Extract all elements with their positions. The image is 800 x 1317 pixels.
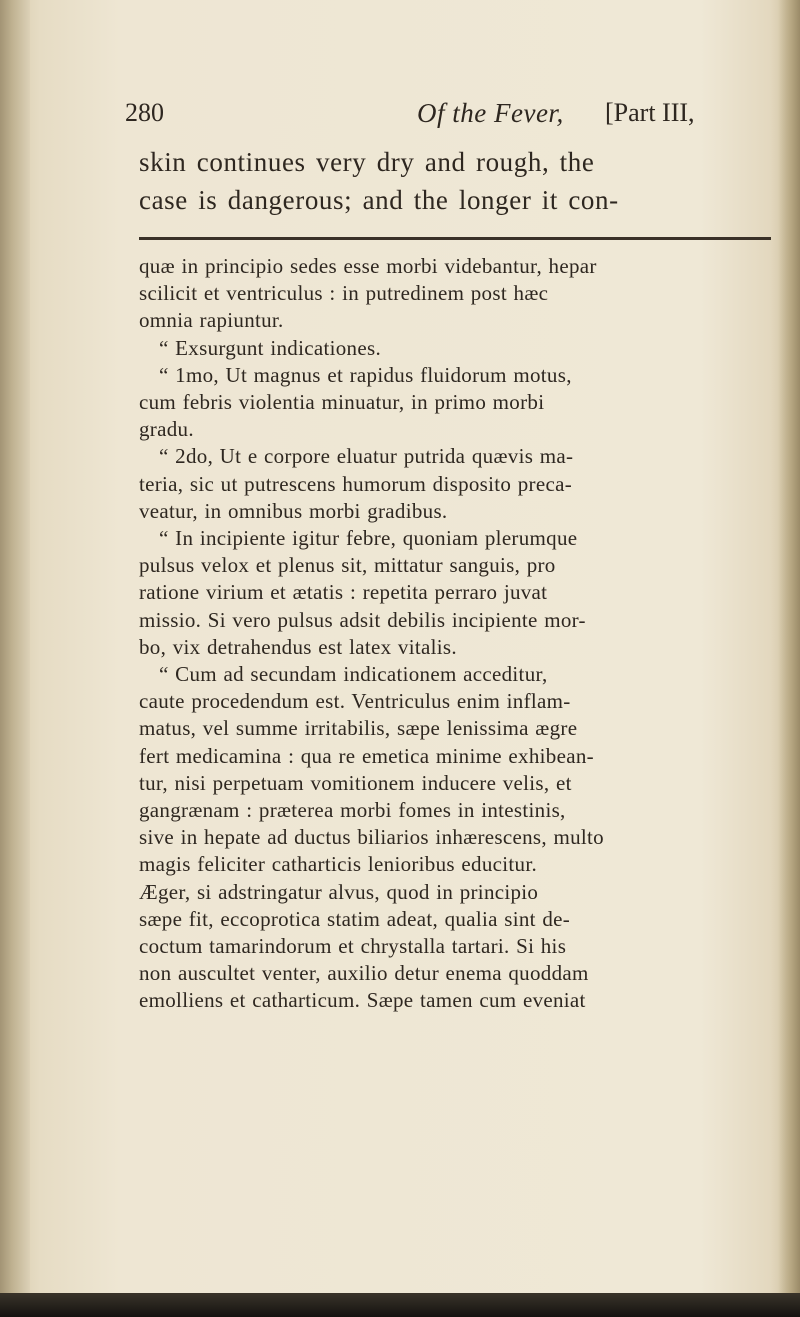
footnote-text-line: gradu. <box>139 417 194 442</box>
footnote-text-line: matus, vel summe irritabilis, sæpe lenissima ægre <box>139 716 578 741</box>
footnote-text-line: cum febris violentia minuatur, in primo morbi <box>139 390 545 415</box>
footnote-text-line: ratione virium et ætatis : repetita perraro juvat <box>139 580 548 605</box>
footnote-quotation-block <box>139 253 779 1015</box>
footnote-text-line: sæpe fit, eccoprotica statim adeat, qualia sint de- <box>139 906 571 931</box>
main-text-line: skin continues very dry and rough, the <box>139 147 595 177</box>
footnote-text-line: caute procedendum est. Ventriculus enim inflam- <box>139 689 571 714</box>
page-gutter-shadow <box>0 0 30 1317</box>
running-head: Of the Fever, <box>417 98 564 128</box>
footnote-text-line: quæ in principio sedes esse morbi videbantur, hepar <box>139 254 597 278</box>
part-label: [Part III, <box>605 98 695 127</box>
footnote-text-line: “ In incipiente igitur febre, quoniam plerumque <box>159 526 578 551</box>
footnote-text-line: Æger, si adstringatur alvus, quod in principio <box>139 879 539 904</box>
footnote-text-line: fert medicamina : qua re emetica minime exhibean- <box>139 743 594 768</box>
footnote-text-line: gangrænam : præterea morbi fomes in intestinis, <box>139 798 566 823</box>
footnote-text-line: “ Exsurgunt indicationes. <box>159 335 381 360</box>
footnote-divider-rule <box>139 237 771 240</box>
footnote-text-line: bo, vix detrahendus est latex vitalis. <box>139 634 457 659</box>
footnote-text-line: missio. Si vero pulsus adsit debilis incipiente mor- <box>139 607 586 632</box>
footnote-text-line: teria, sic ut putrescens humorum disposito preca- <box>139 471 573 496</box>
footnote-text-line: scilicit et ventriculus : in putredinem post hæc <box>139 281 549 306</box>
page-header <box>125 98 730 134</box>
footnote-text-line: non auscultet venter, auxilio detur enema quoddam <box>139 961 589 986</box>
footnote-text-line: coctum tamarindorum et chrystalla tartari. Si his <box>139 934 567 959</box>
footnote-text-line: “ 2do, Ut e corpore eluatur putrida quævis ma- <box>159 444 574 469</box>
footnote-text-line: pulsus velox et plenus sit, mittatur sanguis, pro <box>139 553 556 578</box>
footnote-text-line: “ 1mo, Ut magnus et rapidus fluidorum motus, <box>159 362 572 387</box>
footnote-text-line: omnia rapiuntur. <box>139 308 284 333</box>
page-number: 280 <box>125 98 164 127</box>
main-text-line: case is dangerous; and the longer it con- <box>139 184 619 215</box>
page-edge-shadow <box>778 0 800 1317</box>
scan-bottom-edge <box>0 1293 800 1317</box>
main-text-continuation <box>139 144 779 219</box>
footnote-text-line: veatur, in omnibus morbi gradibus. <box>139 498 448 523</box>
footnote-text-line: tur, nisi perpetuam vomitionem inducere velis, et <box>139 770 572 795</box>
footnote-text-line: “ Cum ad secundam indicationem acceditur, <box>159 662 548 687</box>
footnote-text-line: emolliens et catharticum. Sæpe tamen cum eveniat <box>139 988 586 1013</box>
footnote-text-line: sive in hepate ad ductus biliarios inhærescens, multo <box>139 825 604 850</box>
footnote-text-line: magis feliciter catharticis lenioribus educitur. <box>139 852 538 877</box>
